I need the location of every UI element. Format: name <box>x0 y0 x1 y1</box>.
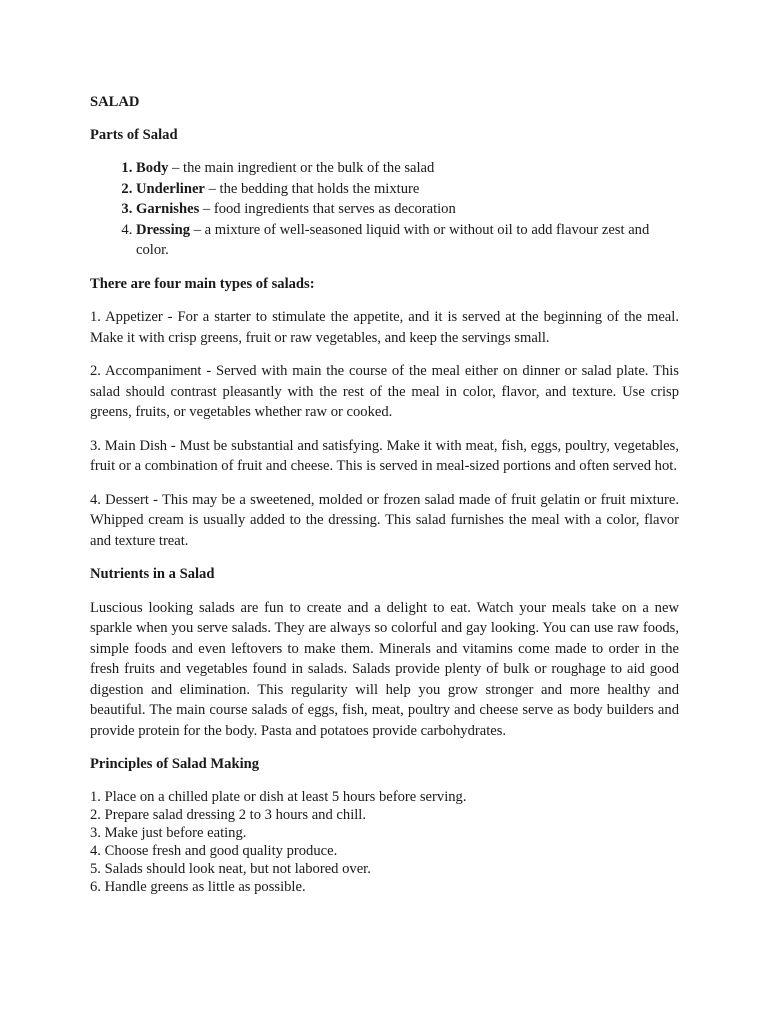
parts-item-garnishes <box>136 199 679 220</box>
part-desc: – the bedding that holds the mixture <box>204 180 420 197</box>
part-term: Dressing <box>136 221 191 238</box>
part-term: Garnishes <box>136 201 200 217</box>
part-desc: – the main ingredient or the bulk of the salad <box>168 160 435 176</box>
principles-heading: Principles of Salad Making <box>90 756 260 772</box>
part-desc: – a mixture of well-seasoned liquid with or without oil to add flavour zest and color. <box>136 221 650 258</box>
part-term: Underliner <box>136 180 205 197</box>
part-term: Body <box>136 160 169 176</box>
type-accompaniment: 2. Accompaniment - Served with main the course of the meal either on dinner or salad plate. This salad should contrast pleasantly with the rest of the meal in color, flavor, and texture. Use crisp greens, fruits, or vegetables whether raw or cooked. <box>90 363 679 420</box>
types-heading: There are four main types of salads: <box>90 275 315 292</box>
principle-item: 6. Handle greens as little as possible. <box>90 878 306 895</box>
parts-item-dressing <box>136 220 679 261</box>
type-main-dish: 3. Main Dish - Must be substantial and satisfying. Make it with meat, fish, eggs, poultry, vegetables, fruit or a combination of fruit and cheese. This is served in meal-sized portions and often served hot. <box>90 437 679 474</box>
parts-item-body <box>136 158 679 179</box>
parts-item-underliner <box>136 179 679 200</box>
type-dessert: 4. Dessert - This may be a sweetened, molded or frozen salad made of fruit gelatin or fruit mixture. Whipped cream is usually added to the dressing. This salad furnishes the meal with a color, flavor and texture treat. <box>90 491 679 549</box>
parts-heading: Parts of Salad <box>90 126 178 143</box>
parts-list <box>90 158 679 261</box>
document-title: SALAD <box>90 94 140 110</box>
principle-item: 4. Choose fresh and good quality produce. <box>90 842 338 859</box>
principle-item: 1. Place on a chilled plate or dish at least 5 hours before serving. <box>90 788 467 805</box>
principles-list <box>90 788 679 896</box>
nutrients-paragraph: Luscious looking salads are fun to create and a delight to eat. Watch your meals take on a new sparkle when you serve salads. They are always so colorful and gay looking. You can use raw foods, simple foods and even leftovers to make them. Minerals and vitamins come made to order in the fresh fruits and vegetables found in salads. Salads provide plenty of bulk or roughage to aid good digestion and elimination. This regularity will help you grow stronger and more healthy and beautiful. The main course salads of eggs, fish, meat, poultry and cheese serve as body builders and provide protein for the body. Pasta and potatoes provide carbohydrates. <box>90 599 679 739</box>
nutrients-heading: Nutrients in a Salad <box>90 566 215 582</box>
type-appetizer: 1. Appetizer - For a starter to stimulate the appetite, and it is served at the beginning of the meal. Make it with crisp greens, fruit or raw vegetables, and keep the servings small. <box>90 309 679 346</box>
principle-item: 3. Make just before eating. <box>90 824 247 841</box>
principle-item: 2. Prepare salad dressing 2 to 3 hours and chill. <box>90 806 367 823</box>
principle-item: 5. Salads should look neat, but not labored over. <box>90 860 371 877</box>
part-desc: – food ingredients that serves as decoration <box>199 201 456 217</box>
